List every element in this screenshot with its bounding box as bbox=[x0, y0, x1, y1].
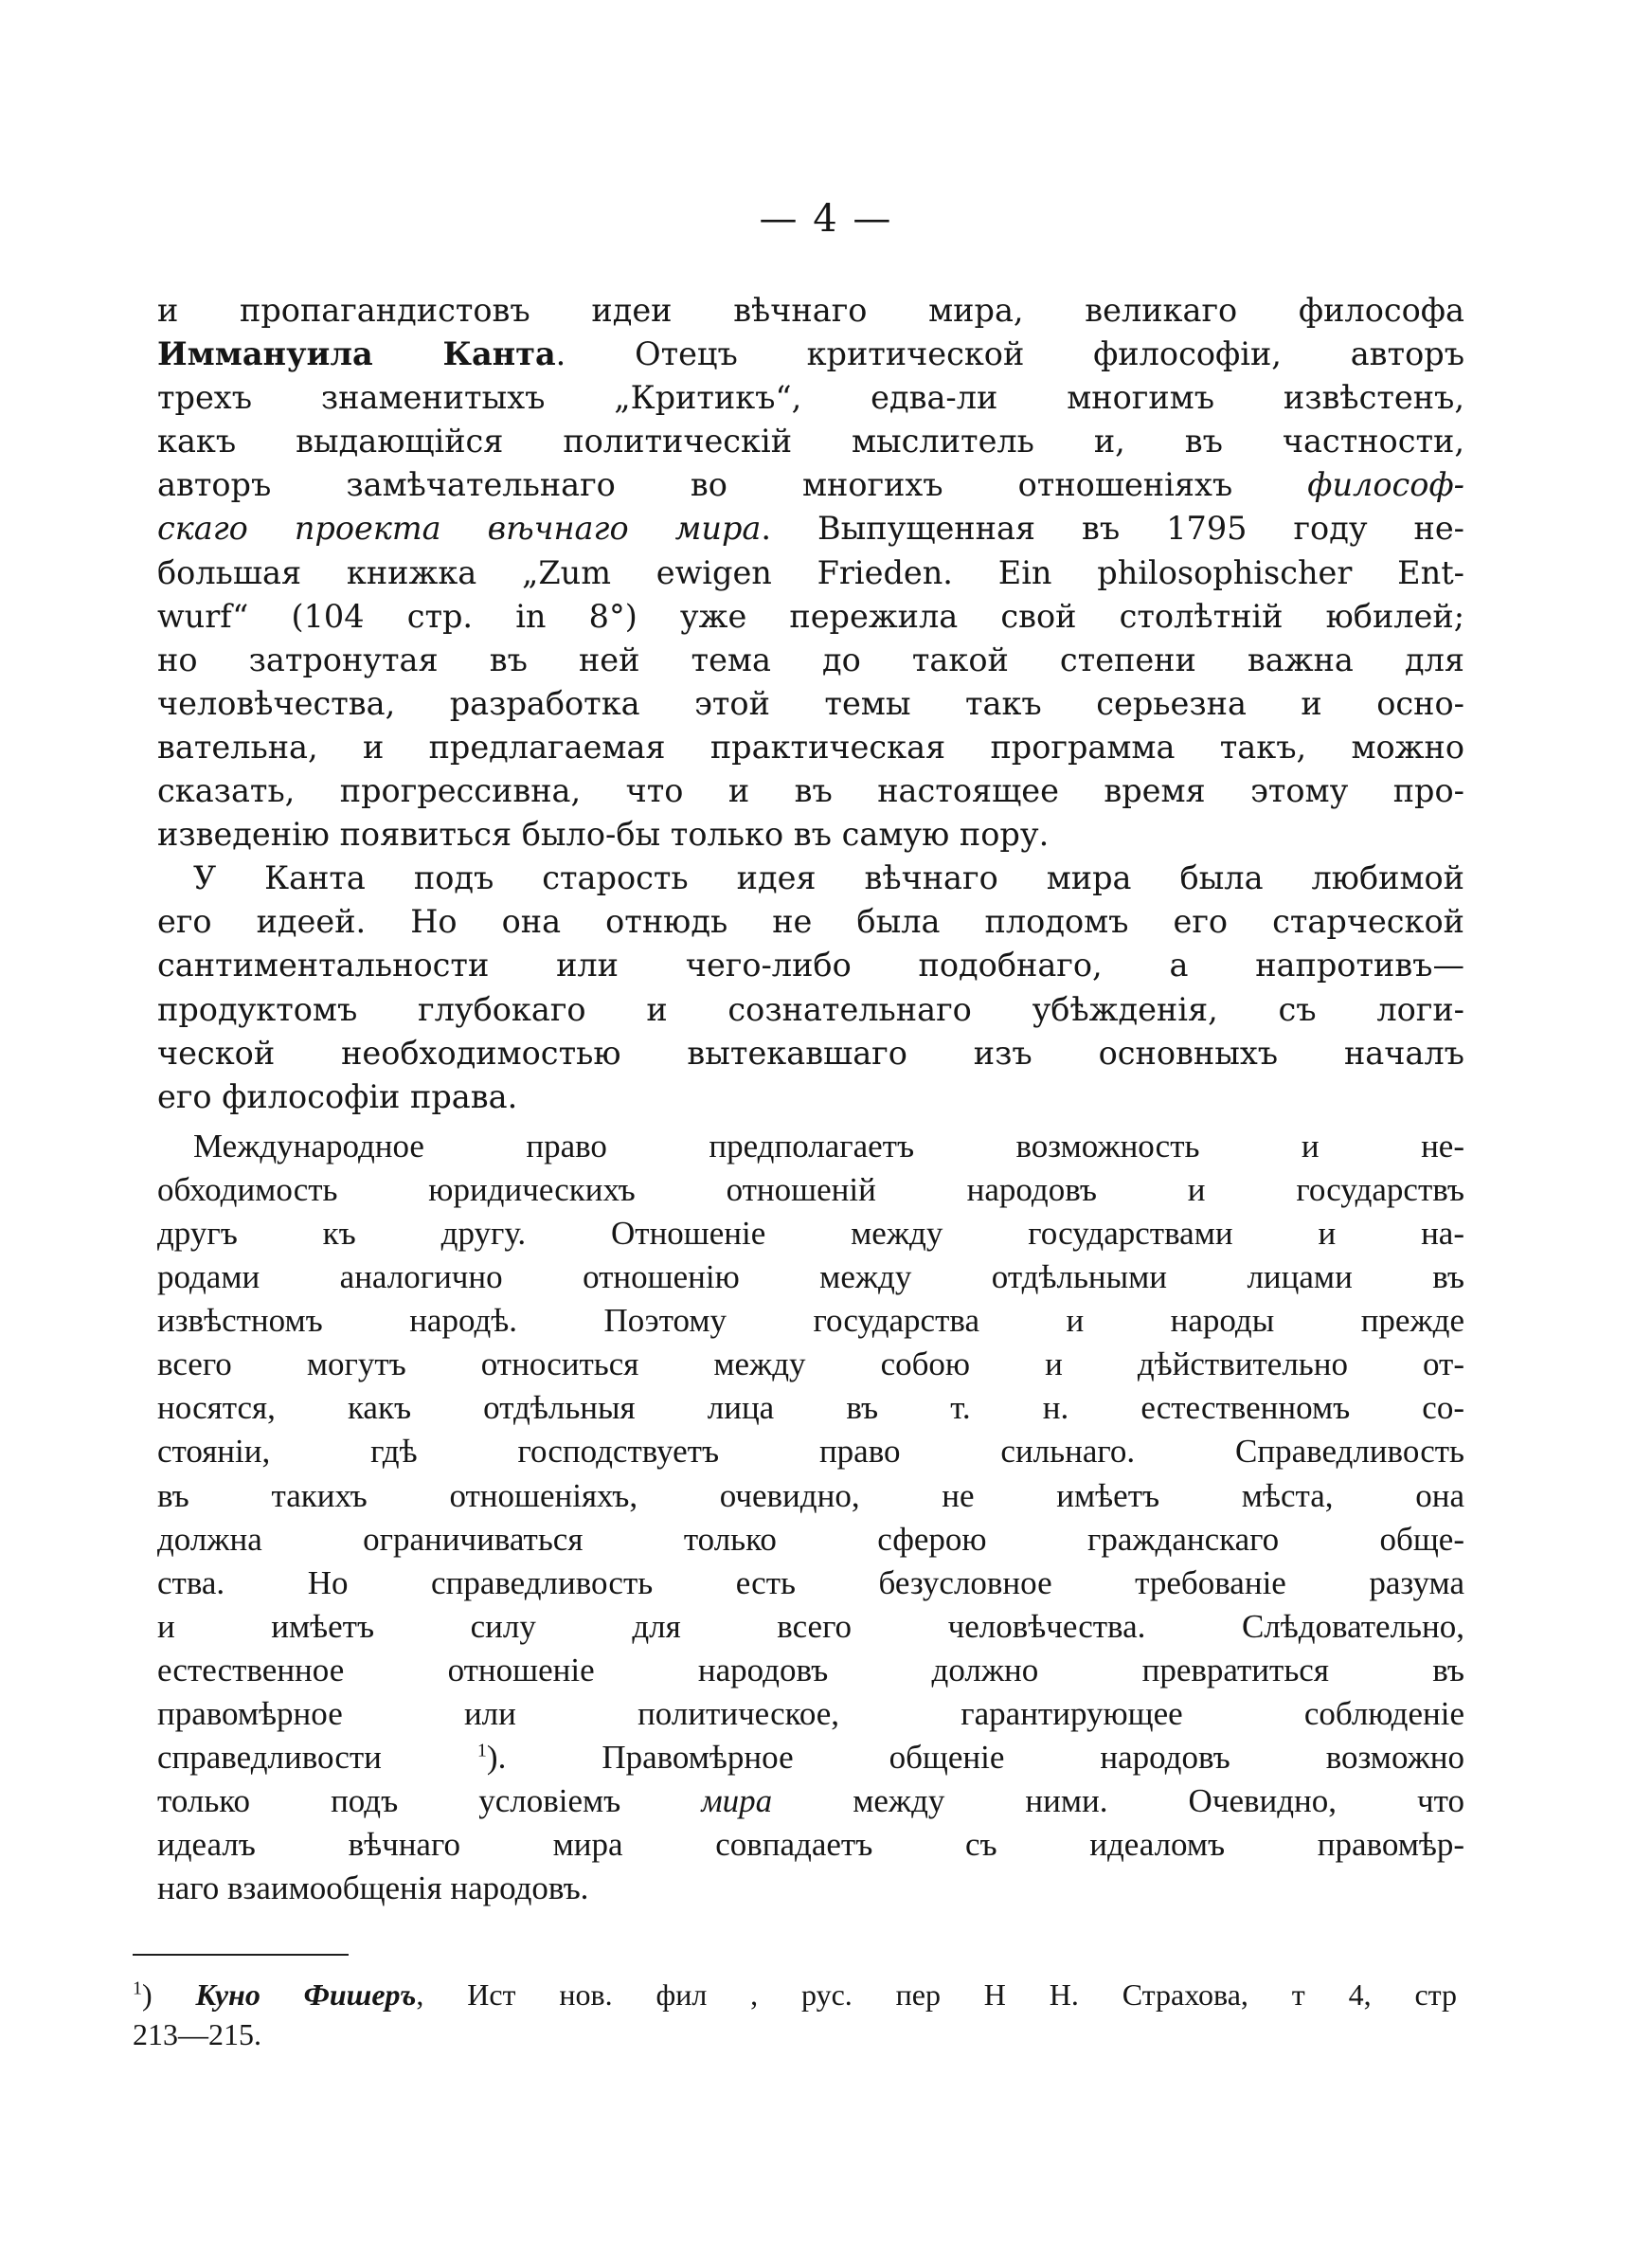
emphasis-text: философ- bbox=[1307, 466, 1464, 504]
paragraph-3 bbox=[157, 1125, 1464, 1911]
text-line: скаго проекта вѣчнаго мира. Выпущенная въ 1795 году не- bbox=[157, 510, 1464, 548]
text-line: идеалъ вѣчнаго мира совпадаетъ съ идеаломъ правомѣр- bbox=[157, 1826, 1464, 1864]
text-line: Иммануила Канта. Отецъ критической философіи, авторъ bbox=[157, 335, 1464, 373]
text-line: ства. Но справедливость есть безусловное требованіе разума bbox=[157, 1563, 1464, 1601]
text-line: другъ къ другу. Отношеніе между государствами и на- bbox=[157, 1214, 1464, 1252]
text-line: родами аналогично отношенію между отдѣльными лицами въ bbox=[157, 1258, 1464, 1296]
emphasis-text: мира bbox=[701, 1782, 773, 1820]
text-line: носятся, какъ отдѣльныя лица въ т. н. естественномъ со- bbox=[157, 1389, 1464, 1427]
text-line: У Канта подъ старость идея вѣчнаго мира была любимой bbox=[193, 859, 1464, 897]
text-line: вательна, и предлагаемая практическая программа такъ, можно bbox=[157, 728, 1464, 766]
text-line: въ такихъ отношеніяхъ, очевидно, не имѣетъ мѣста, она bbox=[157, 1476, 1464, 1514]
footnote-number: 1 bbox=[133, 1977, 142, 1999]
footnote-line: $^1$) Куно Фишеръ, Ист нов. фил , рус. пер Н Н. Страхова, т 4, стр bbox=[133, 1977, 1457, 2012]
footnote bbox=[133, 1975, 1457, 2054]
text-line: Международное право предполагаетъ возможность и не- bbox=[193, 1127, 1464, 1165]
text-line: какъ выдающійся политическій мыслитель и, въ частности, bbox=[157, 423, 1464, 460]
paragraph-2 bbox=[157, 857, 1464, 1119]
main-text bbox=[157, 289, 1464, 1910]
text-line: сантиментальности или чего-либо подобнаго, а напротивъ— bbox=[157, 947, 1464, 984]
footnote-divider bbox=[133, 1954, 349, 1956]
text-line: его философіи права. bbox=[157, 1077, 518, 1115]
text-line: всего могутъ относиться между собою и дѣйствительно от- bbox=[157, 1345, 1464, 1383]
text-line: wurf“ (104 стр. in 8°) уже пережила свой столѣтній юбилей; bbox=[157, 597, 1464, 635]
text-line: но затронутая въ ней тема до такой степени важна для bbox=[157, 641, 1464, 678]
text-line: и имѣетъ силу для всего человѣчества. Слѣдовательно, bbox=[157, 1607, 1464, 1645]
text-line: правомѣрное или политическое, гарантирующее соблюденіе bbox=[157, 1695, 1464, 1732]
kant-name: Иммануила Канта bbox=[157, 335, 556, 373]
text-line: ческой необходимостью вытекавшаго изъ основныхъ началъ bbox=[157, 1034, 1464, 1072]
text-line: трехъ знаменитыхъ „Критикъ“, едва-ли многимъ извѣстенъ, bbox=[157, 379, 1464, 417]
text-line: и пропагандистовъ идеи вѣчнаго мира, великаго философа bbox=[157, 292, 1464, 329]
paragraph-1 bbox=[157, 289, 1464, 857]
footnote-line: 213—215. bbox=[133, 2017, 261, 2051]
text-line: стояніи, гдѣ господствуетъ право сильнаго. Справедливость bbox=[157, 1433, 1464, 1471]
text-line: изведенію появиться было-бы только въ самую пору. bbox=[157, 816, 1050, 854]
text-line: наго взаимообщенія народовъ. bbox=[157, 1869, 589, 1907]
text-line: его идеей. Но она отнюдь не была плодомъ его старческой bbox=[157, 903, 1464, 941]
text-line: сказать, прогрессивна, что и въ настоящее время этому про- bbox=[157, 772, 1464, 810]
footnote-author: Куно Фишеръ bbox=[195, 1977, 417, 2012]
text-line: естественное отношеніе народовъ должно превратиться въ bbox=[157, 1651, 1464, 1688]
footnote-marker[interactable]: 1 bbox=[476, 1740, 487, 1761]
text-line: продуктомъ глубокаго и сознательнаго убѣжденія, съ логи- bbox=[157, 990, 1464, 1028]
text-line: человѣчества, разработка этой темы такъ серьезна и осно- bbox=[157, 684, 1464, 722]
text-line: авторъ замѣчательнаго во многихъ отношеніяхъ философ- bbox=[157, 466, 1464, 504]
emphasis-text: скаго проекта вѣчнаго мира bbox=[157, 510, 762, 548]
text-line: только подъ условіемъ мира между ними. Очевидно, что bbox=[157, 1782, 1464, 1820]
text-line: извѣстномъ народѣ. Поэтому государства и народы прежде bbox=[157, 1302, 1464, 1340]
page-number: — 4 — bbox=[759, 197, 893, 241]
text-line: справедливости $^1$). Правомѣрное общеніе народовъ возможно bbox=[157, 1739, 1464, 1777]
text-line: большая книжка „Zum ewigen Frieden. Ein philosophischer Ent- bbox=[157, 553, 1464, 591]
text-line: обходимость юридическихъ отношеній народовъ и государствъ bbox=[157, 1170, 1464, 1208]
text-line: должна ограничиваться только сферою гражданскаго обще- bbox=[157, 1520, 1464, 1558]
